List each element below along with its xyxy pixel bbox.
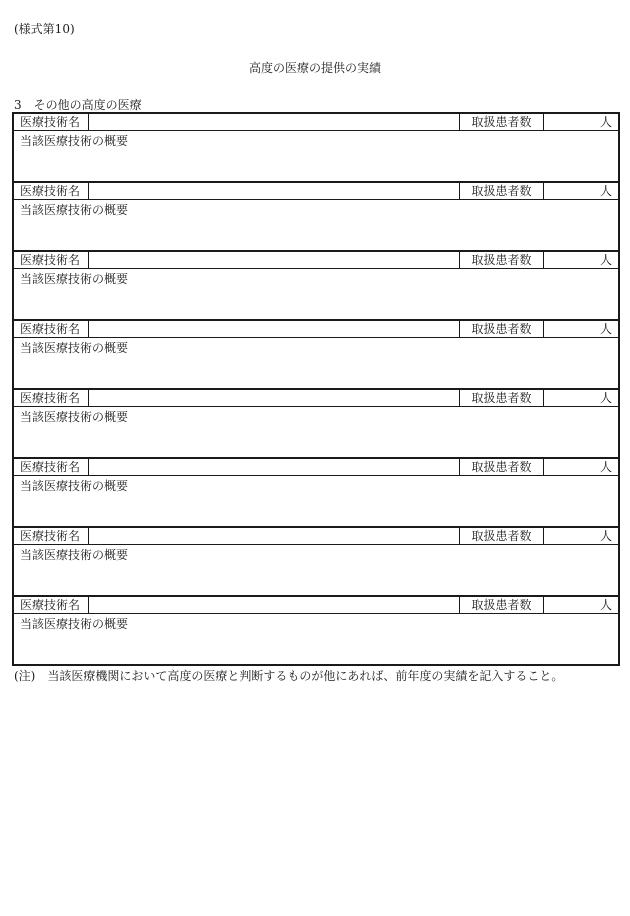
form-number: (様式第10) xyxy=(14,22,75,36)
tech-name-field[interactable] xyxy=(89,459,460,475)
tech-name-label: 医療技術名 xyxy=(14,597,89,613)
tech-summary-label: 当該医療技術の概要 xyxy=(20,203,129,217)
patient-count-unit: 人 xyxy=(599,391,612,405)
tech-summary-label: 当該医療技術の概要 xyxy=(20,134,129,148)
tech-summary-field[interactable] xyxy=(14,131,618,181)
entry-block xyxy=(14,390,618,459)
patient-count-unit: 人 xyxy=(599,253,612,267)
entry-header-row xyxy=(14,459,618,476)
patient-count-unit: 人 xyxy=(599,598,612,612)
patient-count-field[interactable] xyxy=(544,390,618,406)
patient-count-unit: 人 xyxy=(599,322,612,336)
entry-block xyxy=(14,114,618,183)
section-heading: 3 その他の高度の医療 xyxy=(14,98,142,112)
patient-count-label: 取扱患者数 xyxy=(460,390,544,406)
entry-block xyxy=(14,528,618,597)
tech-name-field[interactable] xyxy=(89,597,460,613)
tech-summary-label: 当該医療技術の概要 xyxy=(20,272,129,286)
tech-name-label: 医療技術名 xyxy=(14,321,89,337)
patient-count-field[interactable] xyxy=(544,597,618,613)
tech-name-field[interactable] xyxy=(89,321,460,337)
tech-summary-field[interactable] xyxy=(14,200,618,250)
tech-name-field[interactable] xyxy=(89,528,460,544)
tech-summary-label: 当該医療技術の概要 xyxy=(20,617,129,631)
tech-summary-field[interactable] xyxy=(14,614,618,664)
patient-count-field[interactable] xyxy=(544,459,618,475)
tech-summary-field[interactable] xyxy=(14,338,618,388)
tech-summary-label: 当該医療技術の概要 xyxy=(20,479,129,493)
entry-block xyxy=(14,252,618,321)
patient-count-unit: 人 xyxy=(599,529,612,543)
tech-name-label: 医療技術名 xyxy=(14,528,89,544)
entry-header-row xyxy=(14,114,618,131)
tech-name-label: 医療技術名 xyxy=(14,459,89,475)
patient-count-label: 取扱患者数 xyxy=(460,252,544,268)
tech-name-label: 医療技術名 xyxy=(14,114,89,130)
tech-name-field[interactable] xyxy=(89,183,460,199)
tech-summary-field[interactable] xyxy=(14,269,618,319)
tech-summary-label: 当該医療技術の概要 xyxy=(20,410,129,424)
patient-count-label: 取扱患者数 xyxy=(460,183,544,199)
tech-summary-field[interactable] xyxy=(14,476,618,526)
tech-summary-label: 当該医療技術の概要 xyxy=(20,341,129,355)
patient-count-field[interactable] xyxy=(544,528,618,544)
entry-header-row xyxy=(14,321,618,338)
patient-count-label: 取扱患者数 xyxy=(460,459,544,475)
entries-table xyxy=(12,112,620,666)
tech-summary-field[interactable] xyxy=(14,545,618,595)
patient-count-label: 取扱患者数 xyxy=(460,597,544,613)
patient-count-field[interactable] xyxy=(544,183,618,199)
document-title: 高度の医療の提供の実績 xyxy=(248,61,381,75)
patient-count-field[interactable] xyxy=(544,321,618,337)
tech-name-label: 医療技術名 xyxy=(14,252,89,268)
tech-name-field[interactable] xyxy=(89,252,460,268)
patient-count-unit: 人 xyxy=(599,460,612,474)
patient-count-unit: 人 xyxy=(599,184,612,198)
patient-count-field[interactable] xyxy=(544,252,618,268)
patient-count-label: 取扱患者数 xyxy=(460,528,544,544)
tech-name-field[interactable] xyxy=(89,390,460,406)
tech-summary-field[interactable] xyxy=(14,407,618,457)
entry-header-row xyxy=(14,528,618,545)
entry-block xyxy=(14,183,618,252)
patient-count-field[interactable] xyxy=(544,114,618,130)
tech-name-field[interactable] xyxy=(89,114,460,130)
entry-header-row xyxy=(14,390,618,407)
entry-block xyxy=(14,597,618,664)
entry-header-row xyxy=(14,183,618,200)
footnote: (注) 当該医療機関において高度の医療と判断するものが他にあれば、前年度の実績を記入すること。 xyxy=(14,669,564,683)
tech-name-label: 医療技術名 xyxy=(14,390,89,406)
patient-count-label: 取扱患者数 xyxy=(460,114,544,130)
patient-count-label: 取扱患者数 xyxy=(460,321,544,337)
patient-count-unit: 人 xyxy=(599,115,612,129)
tech-summary-label: 当該医療技術の概要 xyxy=(20,548,129,562)
entry-header-row xyxy=(14,252,618,269)
entry-header-row xyxy=(14,597,618,614)
entry-block xyxy=(14,321,618,390)
entry-block xyxy=(14,459,618,528)
tech-name-label: 医療技術名 xyxy=(14,183,89,199)
